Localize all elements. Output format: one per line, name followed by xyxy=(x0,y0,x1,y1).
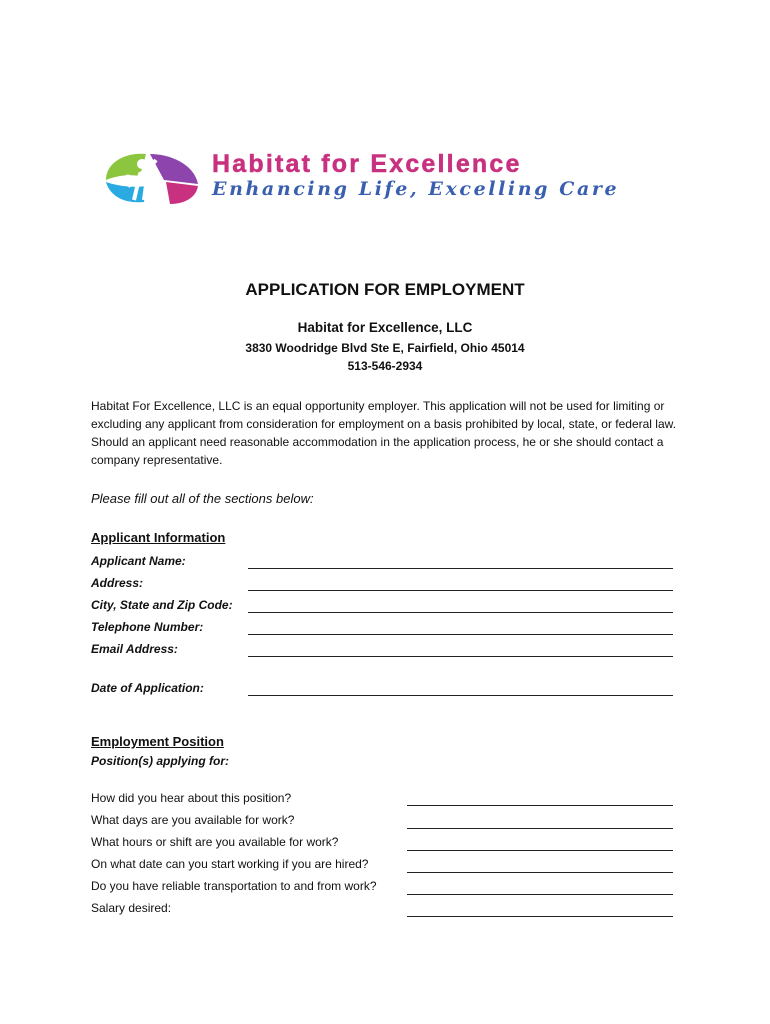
transportation-label: Do you have reliable transportation to and from work? xyxy=(91,879,377,893)
company-phone: 513-546-2934 xyxy=(347,359,423,373)
applicant-info-heading: Applicant Information xyxy=(91,530,226,545)
available-hours-field[interactable] xyxy=(407,850,673,851)
salary-label: Salary desired: xyxy=(91,901,172,915)
heard-about-field[interactable] xyxy=(407,805,673,806)
company-name: Habitat for Excellence, LLC xyxy=(297,320,473,335)
eeo-statement: Habitat For Excellence, LLC is an equal opportunity employer. This application will not be used for limiting or excluding any applicant from consideration for employment on a basis prohibited by local, state, or federal law. Should an applicant need reasonable accommodation in the application process, he or she should contact a company representative. xyxy=(91,399,676,467)
start-date-field[interactable] xyxy=(407,872,673,873)
address-label: Address: xyxy=(91,576,144,590)
logo-emblem-icon xyxy=(104,150,204,206)
page-title: APPLICATION FOR EMPLOYMENT xyxy=(245,280,525,299)
company-logo xyxy=(104,150,664,206)
applicant-name-field[interactable] xyxy=(248,568,673,569)
city-state-zip-label: City, State and Zip Code: xyxy=(91,598,233,612)
available-hours-label: What hours or shift are you available for work? xyxy=(91,835,339,849)
instructions: Please fill out all of the sections below: xyxy=(91,491,314,506)
employment-position-heading: Employment Position xyxy=(91,734,224,749)
heard-about-label: How did you hear about this position? xyxy=(91,791,292,805)
salary-field[interactable] xyxy=(407,916,673,917)
positions-applying-label: Position(s) applying for: xyxy=(91,754,229,768)
company-address: 3830 Woodridge Blvd Ste E, Fairfield, Ohio 45014 xyxy=(245,341,525,355)
date-of-application-field[interactable] xyxy=(248,695,673,696)
email-field[interactable] xyxy=(248,656,673,657)
applicant-name-label: Applicant Name: xyxy=(91,554,186,568)
address-field[interactable] xyxy=(248,590,673,591)
available-days-label: What days are you available for work? xyxy=(91,813,295,827)
telephone-label: Telephone Number: xyxy=(91,620,204,634)
start-date-label: On what date can you start working if you are hired? xyxy=(91,857,369,871)
logo-tagline: Enhancing Life, Excelling Care xyxy=(212,178,620,200)
logo-company-name: Habitat for Excellence xyxy=(212,150,522,178)
email-label: Email Address: xyxy=(91,642,178,656)
date-of-application-label: Date of Application: xyxy=(91,681,204,695)
available-days-field[interactable] xyxy=(407,828,673,829)
transportation-field[interactable] xyxy=(407,894,673,895)
telephone-field[interactable] xyxy=(248,634,673,635)
city-state-zip-field[interactable] xyxy=(248,612,673,613)
